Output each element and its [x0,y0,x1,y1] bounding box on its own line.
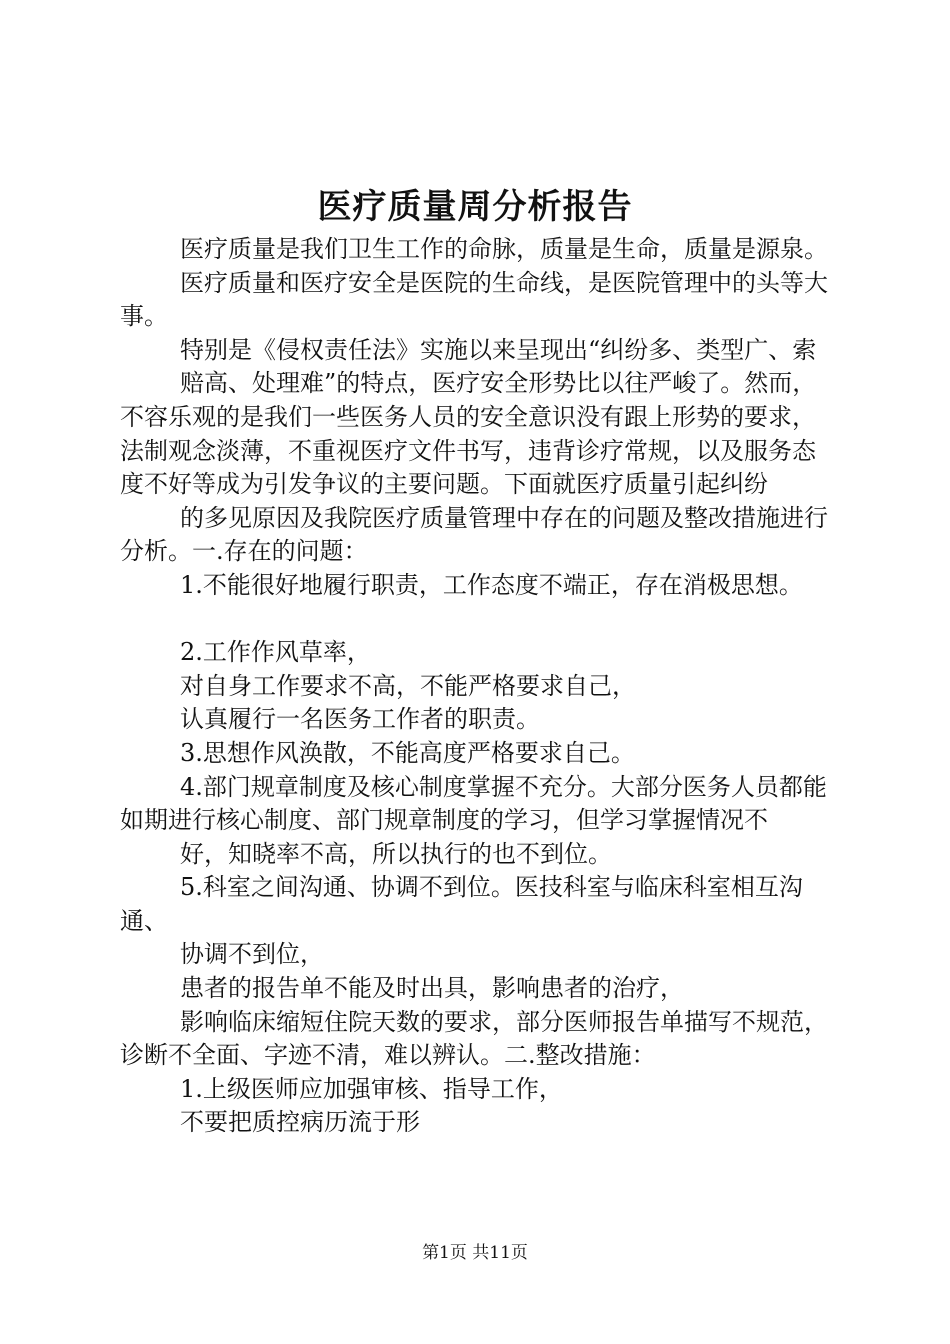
list-item-measure-1-detail: 不要把质控病历流于形 [180,1108,420,1137]
paragraph-analysis-intro: 的多见原因及我院医疗质量管理中存在的问题及整改措施进行分析。一.存在的问题： [120,503,828,566]
list-item-issue-4-detail: 好，知晓率不高，所以执行的也不到位。 [180,839,612,868]
list-item-issue-5-detail-b: 患者的报告单不能及时出具，影响患者的治疗， [180,974,684,1003]
page-number-footer: 第1页 共11页 [422,1243,528,1263]
list-item-issue-2: 2.工作作风草率， [180,638,371,667]
list-item-measure-1: 1.上级医师应加强审核、指导工作， [180,1074,563,1103]
document-body [120,233,835,1140]
list-item-issue-5: 5.科室之间沟通、协调不到位。医技科室与临床科室相互沟通、 [120,873,803,935]
paragraph-dispute-characteristics: 赔高、处理难”的特点，医疗安全形势比以往严峻了。然而，不容乐观的是我们一些医务人员的安全意识没有跟上形势的要求，法制观念淡薄，不重视医疗文件书写，违背诊疗常规，以及服务态度不好等成为引发争议的主要问题。下面就医疗质量引起纠纷 [120,369,817,499]
list-item-issue-1: 1.不能很好地履行职责，工作态度不端正，存在消极思想。 [180,570,803,599]
paragraph-quality-lifeline: 医疗质量是我们卫生工作的命脉，质量是生命，质量是源泉。 [180,235,828,263]
blank-line [120,603,835,637]
list-item-issue-3: 3.思想作风涣散，不能高度严格要求自己。 [180,738,635,767]
paragraph-tort-law: 特别是《侵权责任法》实施以来呈现出“纠纷多、类型广、索 [180,335,817,364]
list-item-issue-4: 4.部门规章制度及核心制度掌握不充分。大部分医务人员都能如期进行核心制度、部门规章制度的学习，但学习掌握情况不 [120,772,827,835]
list-item-issue-2-detail-a: 对自身工作要求不高，不能严格要求自己， [180,671,636,700]
list-item-issue-2-detail-b: 认真履行一名医务工作者的职责。 [180,705,540,734]
list-item-issue-5-detail-c: 影响临床缩短住院天数的要求，部分医师报告单描写不规范，诊断不全面、字迹不清，难以辨认。二.整改措施： [120,1007,828,1070]
paragraph-medical-safety: 医疗质量和医疗安全是医院的生命线，是医院管理中的头等大事。 [120,268,828,331]
document-title: 医疗质量周分析报告 [317,187,633,227]
list-item-issue-5-detail-a: 协调不到位， [180,940,324,969]
